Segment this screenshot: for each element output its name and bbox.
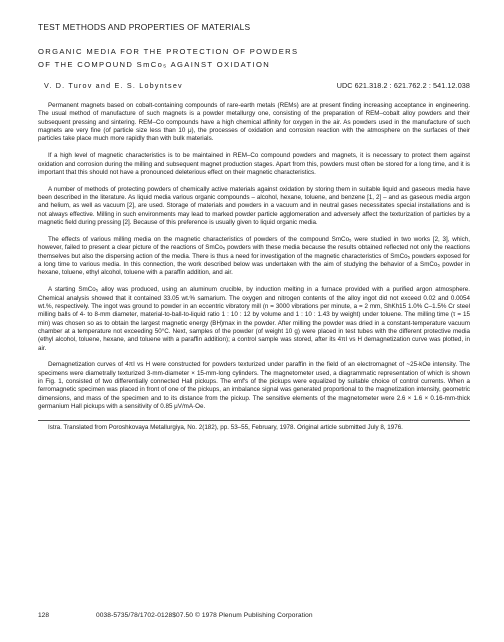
byline	[38, 81, 470, 90]
paragraph: The effects of various milling media on the magnetic characteristics of powders of the compound SmCo₅ were studied in two works [2, 3], which, however, failed to present a clear picture of the reactions of SmCo₅ powders with these media because the results obtained reflected not only the reactions themselves but also the dispersing action of the media. There is thus a need for investigation of the magnetic characteristics of SmCo₅ powders exposed for a long time to various media. In this connection, the work described below was undertaken with the aim of studying the behavior of a SmCo₅ powder in hexane, toluene, ethyl alcohol, toluene with a paraffin addition, and air.	[38, 235, 470, 277]
article-title-line-2: OF THE COMPOUND SmCo₅ AGAINST OXIDATION	[38, 59, 271, 69]
paragraph: Demagnetization curves of 4πI vs H were constructed for powders texturized under paraffin in the field of an electromagnet of ~25-kOe intensity. The specimens were diametrally texturized 3-mm-diameter × 15-mm-long cylinders. The magnetometer used, a diagrammatic representation of which is shown in Fig. 1, consisted of two differentially connected Hall pickups. The emf's of the pickups were equalized by suitable choice of control currents. When a ferromagnetic specimen was placed in front of one of the pickups, an imbalance signal was generated proportional to the magnetization intensity, geometric dimensions, and mass of the specimen and to its distance from the pickup. The sensitive elements of the magnetometer were 2.6 × 1.6 × 0.16-mm-thick germanium Hall pickups with a sensitivity of 0.85 μV/mA·Oe.	[38, 361, 470, 411]
paragraph: A number of methods of protecting powders of chemically active materials against oxidation by storing them in suitable liquid and gaseous media have been described in the literature. As liquid media various organic compounds – alcohol, hexane, toluene, and benzene [1, 2] – and as gaseous media argon and helium, as well as vacuum [2], are used. Storage of materials and powders in a vacuum and in neutral gases necessitates special installations and is not always effective. Milling in such environments may lead to marked powder particle agglomeration and adversely affect the texturization of particles by a magnetic field during pressing [2]. Because of this preference is usually given to liquid organic media.	[38, 185, 470, 227]
paragraph: Permanent magnets based on cobalt-containing compounds of rare-earth metals (REMs) are at present finding increasing acceptance in engineering. The usual method of manufacture of such magnets is a powder metallurgy one, consisting of the preparation of REM–cobalt alloy powders and their subsequent pressing and sintering. REM–Co compounds have a high chemical affinity for oxygen in the air. As powders used in the manufacture of such magnets are very fine (of particle size less than 10 μ), the processes of oxidation and corrosion reaction with the atmosphere on the surfaces of their particles take place much more rapidly than with bulk materials.	[38, 102, 470, 143]
paragraph: A starting SmCo₅ alloy was produced, using an aluminum crucible, by induction melting in a furnace provided with a purified argon atmosphere. Chemical analysis showed that it contained 33.05 wt.% samarium. The oxygen and nitrogen contents of the alloy ingot did not exceed 0.02 and 0.0054 wt.%, respectively. The ingot was ground to powder in an eccentric vibratory mill (n = 3000 vibrations per minute, a = 2 mm, ShKh15 1.0% C–1.5% Cr steel milling balls of 4- to 8-mm diameter, material-to-ball-to-liquid ratio 1 : 10 : 12 by volume and 1 : 10 : 1.43 by weight) under toluene. The milling time (τ = 15 min) was chosen so as to obtain the largest magnetic energy (BH)max in the powder. After milling the powder was dried in a constant-temperature vacuum chamber at a temperature not exceeding 50°C. Next, samples of the powder (of weight 10 g) were placed in test tubes with the different protective media (ethyl alcohol, toluene, hexane, and toluene with a paraffin addition); a control sample was stored, after its 4πI vs H demagnetization curve was plotted, in air.	[38, 286, 470, 352]
page-footer	[38, 612, 470, 619]
paragraph: If a high level of magnetic characteristics is to be maintained in REM–Co compound powders and magnets, it is necessary to protect them against oxidation and corrosion during the milling and subsequent magnet production stages. Apart from this, powders must often be stored for a long time, and it is important that this should not have a pronounced deleterious effect on their magnetic characteristics.	[38, 152, 470, 176]
section-heading: TEST METHODS AND PROPERTIES OF MATERIALS	[38, 22, 251, 32]
page-number: 128	[38, 612, 50, 619]
authors: V. D. Turov and E. S. Lobyntsev	[44, 81, 183, 90]
article-title-line-1: ORGANIC MEDIA FOR THE PROTECTION OF POWDERS	[38, 47, 299, 56]
article-page	[38, 22, 470, 432]
footnote-text: Istra. Translated from Poroshkovaya Metallurgiya, No. 2(182), pp. 53–55, February, 1978. Original article submitted July 8, 1976.	[48, 424, 403, 431]
footnote	[38, 420, 470, 432]
udc-code: UDC 621.318.2 : 621.762.2 : 541.12.038	[336, 81, 470, 90]
copyright-line: 0038-5735/78/1702-0128$07.50 © 1978 Plenum Publishing Corporation	[96, 612, 313, 619]
article-body	[38, 102, 470, 412]
